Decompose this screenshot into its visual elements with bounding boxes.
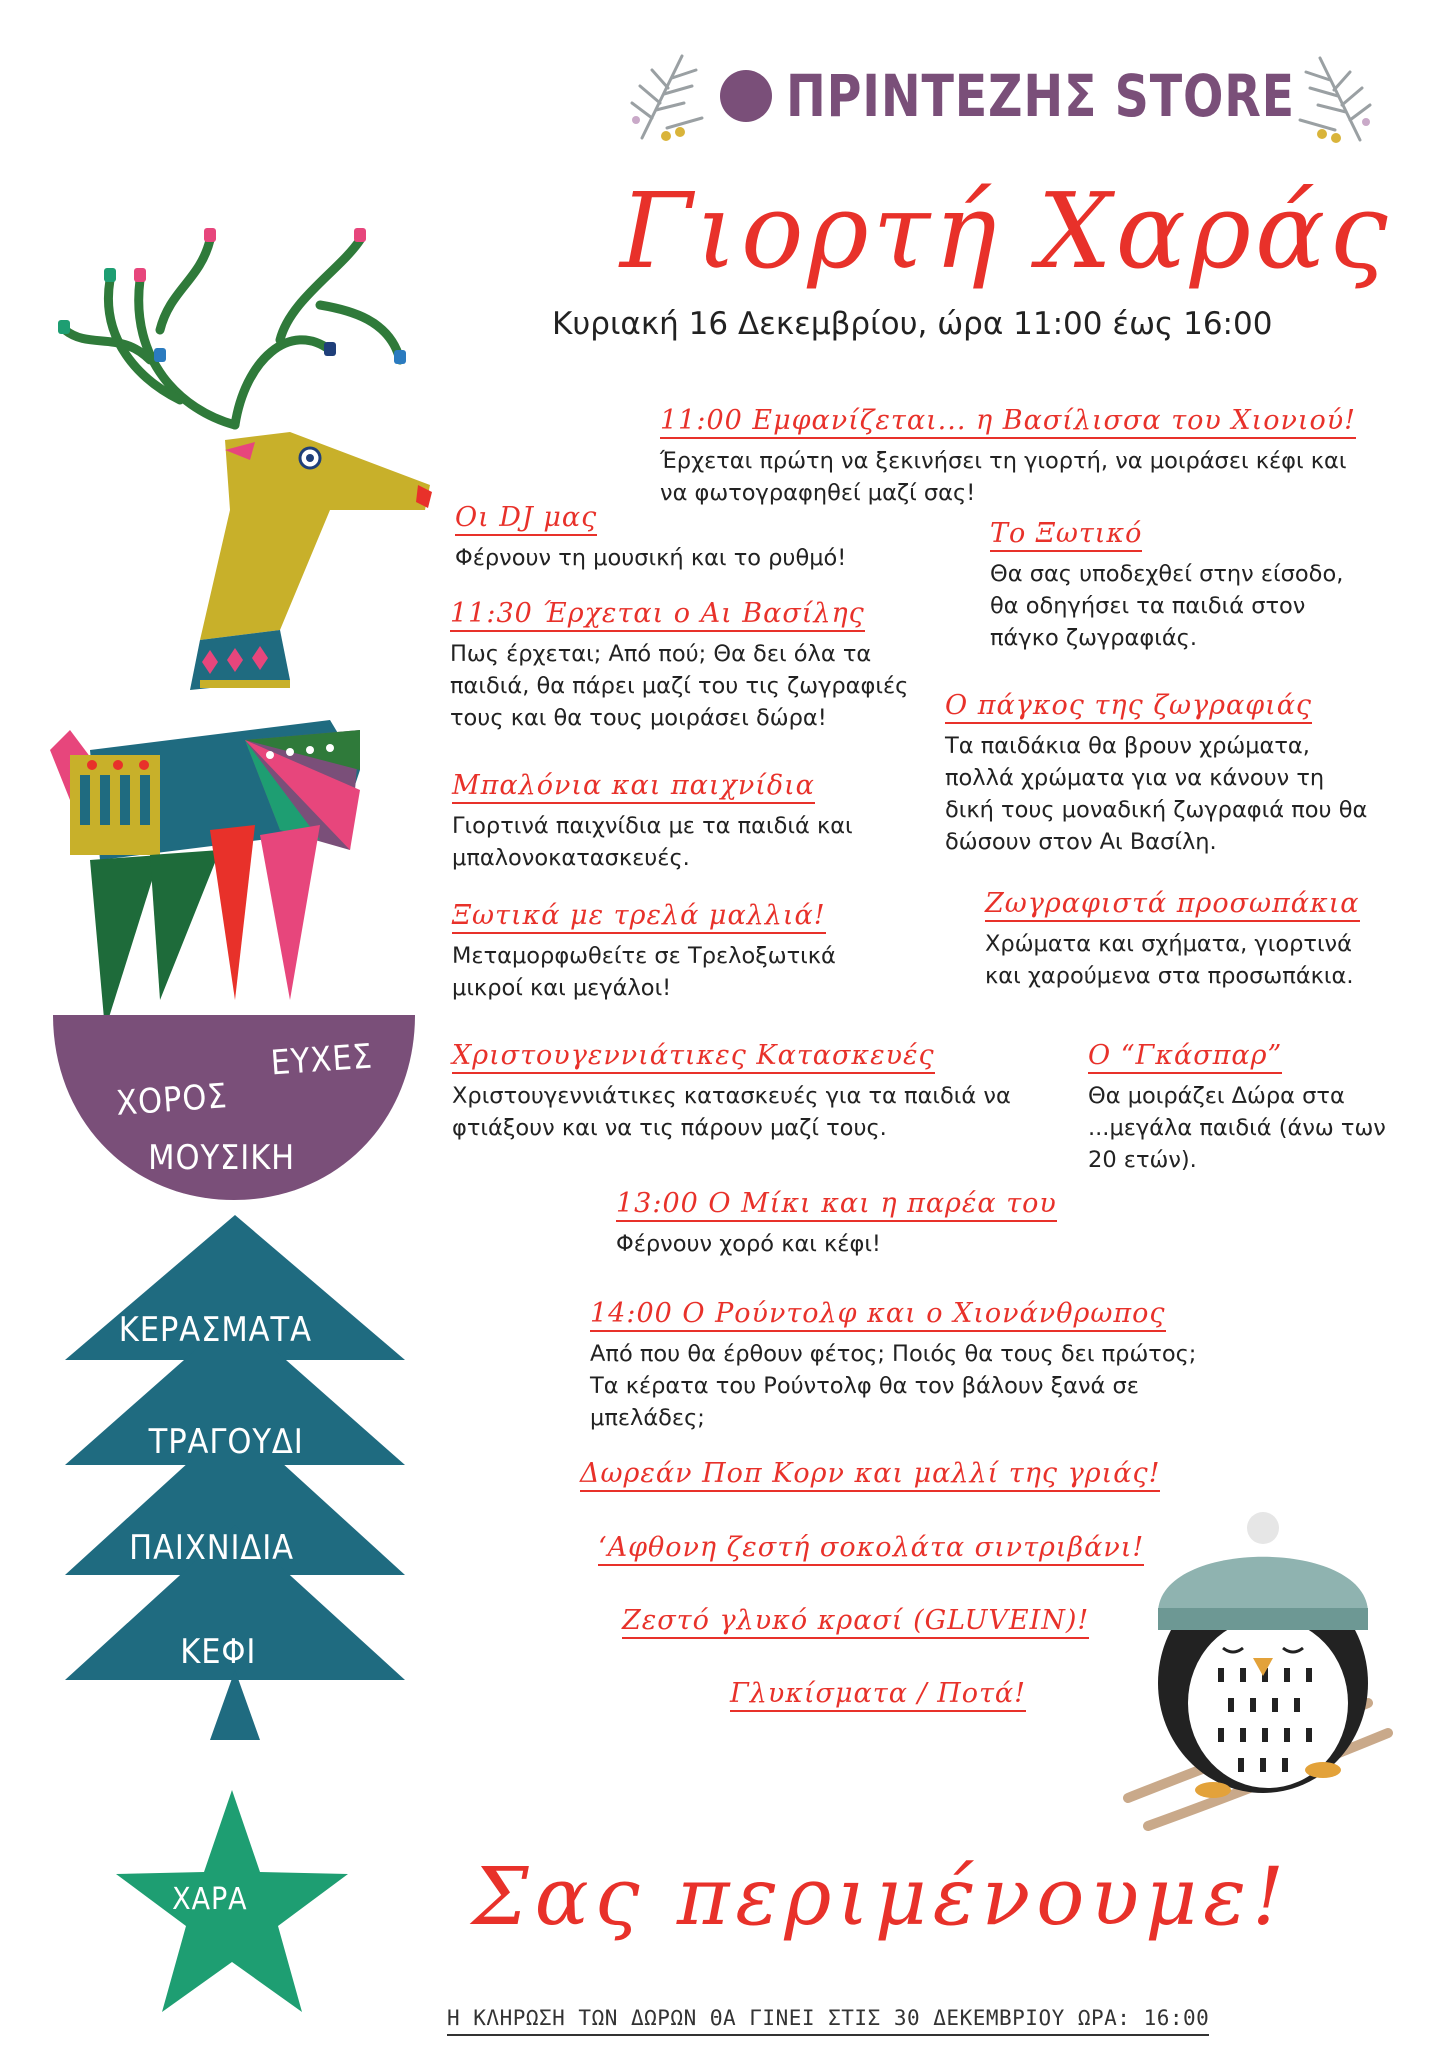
- event-title: 11:00 Εμφανίζεται... η Βασίλισσα του Χιονιού!: [660, 405, 1356, 439]
- extra-mulled-wine: Ζεστό γλυκό κρασί (GLUVEIN)!: [622, 1605, 1089, 1639]
- event-balloons: [452, 770, 922, 874]
- christmas-tree: [60, 1215, 410, 1815]
- event-desc: Θα σας υποδεχθεί στην είσοδο, θα οδηγήσει τα παιδιά στον πάγκο ζωγραφιάς.: [990, 561, 1344, 651]
- extra-popcorn: Δωρεάν Ποπ Κορν και μαλλί της γριάς!: [580, 1458, 1160, 1492]
- event-painting-bench: [945, 690, 1385, 858]
- event-title: 11:30 Έρχεται ο Αι Βασίλης: [450, 598, 865, 632]
- event-title: Ο πάγκος της ζωγραφιάς: [945, 690, 1312, 724]
- event-title: Ζωγραφιστά προσωπάκια: [985, 888, 1360, 922]
- pine-branch-left-icon: [622, 48, 712, 144]
- event-desc: Χριστουγεννιάτικες κατασκευές για τα παιδιά να φτιάξουν και να τις πάρουν μαζί τους.: [452, 1083, 1011, 1141]
- page-title: Γιορτή Χαράς: [620, 170, 1392, 292]
- event-desc: Φέρνουν τη μουσική και το ρυθμό!: [455, 545, 847, 571]
- bowl-music-label: ΜΟΥΣΙΚΗ: [148, 1138, 296, 1178]
- event-title: Το Ξωτικό: [990, 518, 1142, 552]
- event-desc: Χρώματα και σχήματα, γιορτινά και χαρούμενα στα προσωπάκια.: [985, 931, 1354, 989]
- event-desc: Φέρνουν χορό και κέφι!: [616, 1231, 881, 1257]
- event-face-paint: [985, 888, 1385, 992]
- event-title: Χριστουγεννιάτικες Κατασκευές: [452, 1040, 935, 1074]
- event-desc: Από που θα έρθουν φέτος; Ποιός θα τους δει πρώτος; Τα κέρατα του Ρούντολφ θα τον βάλουν ξανά σε μπελάδες;: [590, 1341, 1197, 1431]
- event-title: Ο “Γκάσπαρ”: [1088, 1040, 1282, 1074]
- event-mickey: [616, 1188, 1136, 1260]
- event-desc: Πως έρχεται; Από πού; Θα δει όλα τα παιδιά, θα πάρει μαζί του τις ζωγραφιές τους και θα τους μοιράσει δώρα!: [450, 641, 909, 731]
- tree-fun-label: ΚΕΦΙ: [180, 1632, 257, 1672]
- event-desc: Θα μοιράζει Δώρα στα ...μεγάλα παιδιά (άνω των 20 ετών).: [1088, 1083, 1386, 1173]
- tree-song-label: ΤΡΑΓΟΥΔΙ: [148, 1422, 304, 1462]
- event-title: 13:00 Ο Μίκι και η παρέα του: [616, 1188, 1057, 1222]
- reindeer-illustration: [30, 210, 450, 1030]
- bowl-dance-label: ΧΟΡΟΣ: [114, 1076, 229, 1124]
- event-rudolph: [590, 1298, 1230, 1434]
- event-crafts: [452, 1040, 1052, 1144]
- event-queen: [660, 405, 1382, 509]
- event-title: Μπαλόνια και παιχνίδια: [452, 770, 815, 804]
- tree-games-label: ΠΑΙΧΝΙΔΙΑ: [129, 1528, 294, 1568]
- extra-sweets: Γλυκίσματα / Ποτά!: [730, 1678, 1026, 1712]
- event-desc: Έρχεται πρώτη να ξεκινήσει τη γιορτή, να μοιράσει κέφι και να φωτογραφηθεί μαζί σας!: [660, 448, 1347, 506]
- event-santa: [450, 598, 930, 734]
- antlers-icon: [65, 240, 400, 425]
- penguin-illustration: [1118, 1508, 1398, 1838]
- event-elf: [990, 518, 1380, 654]
- tree-treats-label: ΚΕΡΑΣΜΑΤΑ: [118, 1310, 312, 1350]
- brand-dot-icon: [720, 70, 772, 122]
- event-dj: [455, 502, 895, 574]
- event-title: Ξωτικά με τρελά μαλλιά!: [452, 900, 826, 934]
- bowl-wishes-label: ΕΥΧΕΣ: [269, 1036, 375, 1084]
- extra-chocolate: ‘Αφθονη ζεστή σοκολάτα σιντριβάνι!: [598, 1532, 1144, 1566]
- event-date: Κυριακή 16 Δεκεμβρίου, ώρα 11:00 έως 16:00: [552, 306, 1273, 342]
- event-desc: Μεταμορφωθείτε σε Τρελοξωτικά μικροί και μεγάλοι!: [452, 943, 836, 1001]
- event-desc: Τα παιδάκια θα βρουν χρώματα, πολλά χρώματα για να κάνουν τη δική τους μοναδική ζωγραφιά που θα δώσουν στον Αι Βασίλη.: [945, 733, 1368, 855]
- star-joy-label: ΧΑΡΑ: [172, 1882, 248, 1917]
- event-title: 14:00 Ο Ρούντολφ και ο Χιονάνθρωπος: [590, 1298, 1166, 1332]
- event-crazy-hair: [452, 900, 892, 1004]
- event-desc: Γιορτινά παιχνίδια με τα παιδιά και μπαλονοκατασκευές.: [452, 813, 853, 871]
- event-title: Οι DJ μας: [455, 502, 597, 536]
- closing-message: Σας περιμένουμε!: [472, 1850, 1291, 1943]
- pine-branch-right-icon: [1290, 50, 1380, 146]
- draw-notice: Η ΚΛΗΡΩΣΗ ΤΩΝ ΔΩΡΩΝ ΘΑ ΓΙΝΕΙ ΣΤΙΣ 30 ΔΕΚΕΜΒΡΙΟΥ ΩΡΑ: 16:00: [447, 2006, 1209, 2036]
- brand-name: ΠΡΙΝΤΕΖΗΣ STORE: [786, 62, 1295, 130]
- event-gaspar: [1088, 1040, 1388, 1176]
